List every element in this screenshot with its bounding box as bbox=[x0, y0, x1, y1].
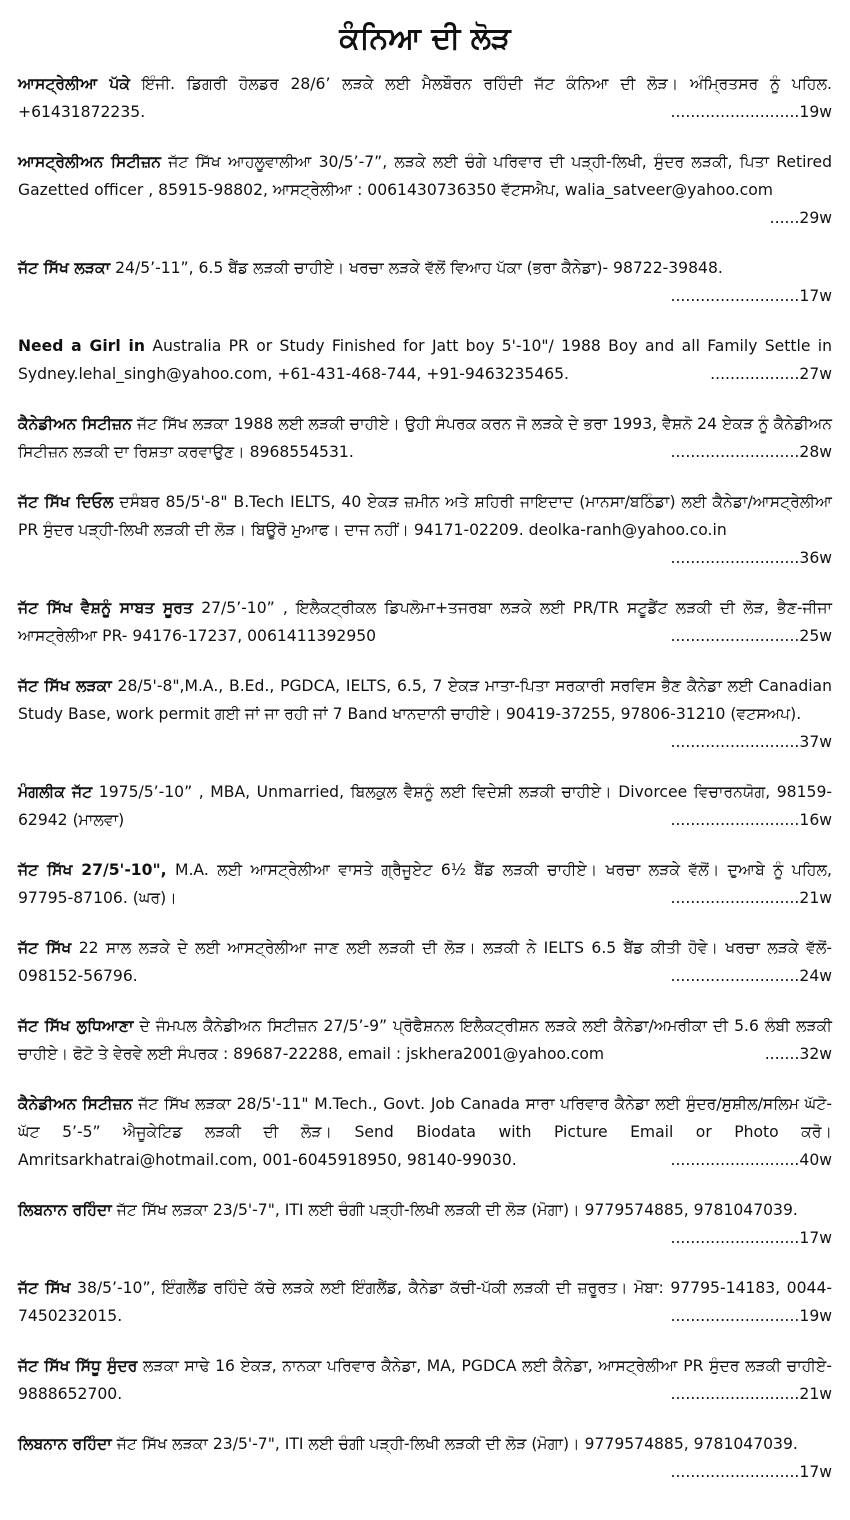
ad-lead-text: ਜੱਟ ਸਿੱਖ bbox=[18, 1279, 71, 1297]
ads-list bbox=[18, 70, 832, 1486]
classified-ad bbox=[18, 1274, 832, 1330]
classified-ad bbox=[18, 856, 832, 912]
ad-lead-text: ਜੱਟ ਸਿੱਖ ਦਿਓਲ bbox=[18, 493, 114, 511]
classified-ad bbox=[18, 70, 832, 126]
page-title: ਕੰਨਿਆ ਦੀ ਲੋੜ bbox=[339, 21, 511, 56]
classified-ad bbox=[18, 254, 832, 310]
ad-word-count: ..........................24w bbox=[661, 962, 832, 990]
classified-ad bbox=[18, 332, 832, 388]
ad-word-count: ..........................37w bbox=[661, 728, 832, 756]
ad-body-text: Australia PR or Study Finished for Jatt boy 5'-10"/ 1988 Boy and all Family Settle in Sydney.lehal_singh@yahoo.com, +61-431-468-744, +91-9463235465. bbox=[18, 337, 832, 383]
ad-body-text: 38/5’-10”, ਇੰਗਲੈਂਡ ਰਹਿੰਦੇ ਕੱਚੇ ਲੜਕੇ ਲਈ ਇੰਗਲੈਂਡ, ਕੈਨੇਡਾ ਕੱਚੀ-ਪੱਕੀ ਲੜਕੀ ਦੀ ਜ਼ਰੂਰਤ। ਮੋਬਾ: 97795-14183, 0044-7450232015. bbox=[18, 1279, 832, 1325]
ad-word-count: ..........................16w bbox=[661, 806, 832, 834]
ad-word-count: ..........................21w bbox=[661, 1380, 832, 1408]
ad-word-count: ..........................25w bbox=[661, 622, 832, 650]
ad-body-text: ਲੜਕਾ ਸਾਢੇ 16 ਏਕੜ, ਨਾਨਕਾ ਪਰਿਵਾਰ ਕੈਨੇਡਾ, MA, PGDCA ਲਈ ਕੈਨੇਡਾ, ਆਸਟ੍ਰੇਲੀਆ PR ਸੁੰਦਰ ਲੜਕੀ ਚਾਹੀਏ- 9888652700. bbox=[18, 1357, 832, 1403]
classified-ad bbox=[18, 148, 832, 232]
ad-word-count: ..........................17w bbox=[661, 1458, 832, 1486]
ad-word-count: ..........................17w bbox=[661, 282, 832, 310]
ad-lead-text: ਆਸਟ੍ਰੇਲੀਆ ਪੱਕੇ bbox=[18, 75, 131, 93]
ad-body-text: ਜੱਟ ਸਿੱਖ ਲੜਕਾ 23/5'-7", ITI ਲਈ ਚੰਗੀ ਪੜ੍ਹੀ-ਲਿਖੀ ਲੜਕੀ ਦੀ ਲੋੜ (ਮੋਗਾ)। 9779574885, 9781047039. bbox=[111, 1201, 798, 1219]
classified-ad bbox=[18, 1090, 832, 1174]
ad-lead-text: Need a Girl in bbox=[18, 337, 145, 355]
ad-lead-text: ਲਿਬਨਾਨ ਰਹਿੰਦਾ bbox=[18, 1435, 112, 1453]
ad-word-count: ..........................36w bbox=[661, 544, 832, 572]
ad-body-text: ਜੱਟ ਸਿੱਖ ਲੜਕਾ 1988 ਲਈ ਲੜਕੀ ਚਾਹੀਏ। ਉਹੀ ਸੰਪਰਕ ਕਰਨ ਜੋ ਲੜਕੇ ਦੇ ਭਰਾ 1993, ਵੈਸ਼ਨੋ 24 ਏਕੜ ਨੂੰ ਕੈਨੇਡੀਅਨ ਸਿਟੀਜ਼ਨ ਲੜਕੀ ਦਾ ਰਿਸ਼ਤਾ ਕਰਵਾਉਣ। 8968554531. bbox=[18, 415, 832, 461]
ad-word-count: ..........................21w bbox=[661, 884, 832, 912]
classified-ad bbox=[18, 672, 832, 756]
ad-lead-text: ਜੱਟ ਸਿੱਖ ਲੜਕਾ bbox=[18, 677, 112, 695]
ad-word-count: ..........................40w bbox=[661, 1146, 832, 1174]
classified-ad bbox=[18, 488, 832, 572]
classified-ad bbox=[18, 1352, 832, 1408]
ad-body-text: ਜੱਟ ਸਿੱਖ ਲੜਕਾ 28/5'-11" M.Tech., Govt. Job Canada ਸਾਰਾ ਪਰਿਵਾਰ ਕੈਨੇਡਾ ਲਈ ਸੁੰਦਰ/ਸੁਸ਼ੀਲ/ਸਲਿਮ ਘੱਟੋ-ਘੱਟ 5’-5” ਐਜੂਕੇਟਿਡ ਲੜਕੀ ਦੀ ਲੋੜ। Send Biodata with Picture Email or Photo ਕਰੋ। Amritsarkhatrai@hotmail.com, 001-6045918950, 98140-99030. bbox=[18, 1095, 832, 1169]
classified-ad bbox=[18, 1196, 832, 1252]
ad-body-text: 24/5’-11”, 6.5 ਬੈਂਡ ਲੜਕੀ ਚਾਹੀਏ। ਖਰਚਾ ਲੜਕੇ ਵੱਲੋਂ ਵਿਆਹ ਪੱਕਾ (ਭਰਾ ਕੈਨੇਡਾ)- 98722-39848. bbox=[110, 259, 723, 277]
ad-word-count: ..........................19w bbox=[661, 1302, 832, 1330]
ad-lead-text: ਜੱਟ ਸਿੱਖ ਵੈਸ਼ਨੂੰ ਸਾਬਤ ਸੂਰਤ bbox=[18, 599, 194, 617]
classified-ad bbox=[18, 594, 832, 650]
classified-ad bbox=[18, 1012, 832, 1068]
classified-ad bbox=[18, 1430, 832, 1486]
ad-body-text: 22 ਸਾਲ ਲੜਕੇ ਦੇ ਲਈ ਆਸਟ੍ਰੇਲੀਆ ਜਾਣ ਲਈ ਲੜਕੀ ਦੀ ਲੋੜ। ਲੜਕੀ ਨੇ IELTS 6.5 ਬੈਂਡ ਕੀਤੀ ਹੋਵੇ। ਖਰਚਾ ਲੜਕੇ ਵੱਲੋਂ- 098152-56796. bbox=[18, 939, 832, 985]
ad-word-count: ..........................19w bbox=[661, 98, 832, 126]
ad-body-text: ਦਸੰਬਰ 85/5'-8" B.Tech IELTS, 40 ਏਕੜ ਜ਼ਮੀਨ ਅਤੇ ਸ਼ਹਿਰੀ ਜਾਇਦਾਦ (ਮਾਨਸਾ/ਬਠਿੰਡਾ) ਲਈ ਕੈਨੇਡਾ/ਆਸਟ੍ਰੇਲੀਆ PR ਸੁੰਦਰ ਪੜ੍ਹੀ-ਲਿਖੀ ਲੜਕੀ ਦੀ ਲੋੜ। ਬਿਊਰੋ ਮੁਆਫ। ਦਾਜ ਨਹੀਂ। 94171-02209. deolka-ranh@yahoo.co.in bbox=[18, 493, 832, 539]
ad-lead-text: ਜੱਟ ਸਿੱਖ ਲੜਕਾ bbox=[18, 259, 111, 277]
ad-body-text: ਜੱਟ ਸਿੱਖ ਆਹਲੂਵਾਲੀਆ 30/5’-7”, ਲੜਕੇ ਲਈ ਚੰਗੇ ਪਰਿਵਾਰ ਦੀ ਪੜ੍ਹੀ-ਲਿਖੀ, ਸੁੰਦਰ ਲੜਕੀ, ਪਿਤਾ Retired Gazetted officer , 85915-98802, ਆਸਟ੍ਰੇਲੀਆ : 0061430736350 ਵੱਟਸਐਪ, walia_satveer@yahoo.com bbox=[18, 153, 832, 199]
ad-word-count: ......29w bbox=[760, 204, 832, 232]
ad-lead-text: ਜੱਟ ਸਿੱਖ bbox=[18, 939, 72, 957]
ad-word-count: ..........................28w bbox=[661, 438, 832, 466]
ad-body-text: ਦੇ ਜੰਮਪਲ ਕੈਨੇਡੀਅਨ ਸਿਟੀਜ਼ਨ 27/5’-9” ਪ੍ਰੋਫੈਸ਼ਨਲ ਇਲੈਕਟ੍ਰੀਸ਼ਨ ਲੜਕੇ ਲਈ ਕੈਨੇਡਾ/ਅਮਰੀਕਾ ਦੀ 5.6 ਲੰਬੀ ਲੜਕੀ ਚਾਹੀਏ। ਫੋਟੋ ਤੇ ਵੇਰਵੇ ਲਈ ਸੰਪਰਕ : 89687-22288, email : jskhera2001@yahoo.com bbox=[18, 1017, 832, 1063]
classified-ad bbox=[18, 934, 832, 990]
ad-body-text: ਜੱਟ ਸਿੱਖ ਲੜਕਾ 23/5'-7", ITI ਲਈ ਚੰਗੀ ਪੜ੍ਹੀ-ਲਿਖੀ ਲੜਕੀ ਦੀ ਲੋੜ (ਮੋਗਾ)। 9779574885, 9781047039. bbox=[111, 1435, 798, 1453]
ad-body-text: 27/5’-10” , ਇਲੈਕਟ੍ਰੀਕਲ ਡਿਪਲੋਮਾ+ਤਜਰਬਾ ਲੜਕੇ ਲਈ PR/TR ਸਟੂਡੈਂਟ ਲੜਕੀ ਦੀ ਲੋੜ, ਭੈਣ-ਜੀਜਾ ਆਸਟ੍ਰੇਲੀਆ PR- 94176-17237, 0061411392950 bbox=[18, 599, 832, 645]
classified-ad bbox=[18, 410, 832, 466]
classified-ad bbox=[18, 778, 832, 834]
ad-lead-text: ਜੱਟ ਸਿੱਖ ਲੁਧਿਆਣਾ bbox=[18, 1017, 134, 1035]
ad-body-text: 28/5'-8",M.A., B.Ed., PGDCA, IELTS, 6.5, 7 ਏਕੜ ਮਾਤਾ-ਪਿਤਾ ਸਰਕਾਰੀ ਸਰਵਿਸ ਭੈਣ ਕੈਨੇਡਾ ਲਈ Canadian Study Base, work permit ਗਈ ਜਾਂ ਜਾ ਰਹੀ ਜਾਂ 7 Band ਖਾਨਦਾਨੀ ਚਾਹੀਏ। 90419-37255, 97806-31210 (ਵਟਸਅਪ). bbox=[18, 677, 832, 723]
ad-body-text: M.A. ਲਈ ਆਸਟ੍ਰੇਲੀਆ ਵਾਸਤੇ ਗ੍ਰੈਜੂਏਟ 6½ ਬੈਂਡ ਲੜਕੀ ਚਾਹੀਏ। ਖਰਚਾ ਲੜਕੇ ਵੱਲੋਂ। ਦੁਆਬੇ ਨੂੰ ਪਹਿਲ, 97795-87106. (ਘਰ)। bbox=[18, 861, 833, 907]
ad-word-count: ..................27w bbox=[700, 360, 832, 388]
ad-word-count: .......32w bbox=[755, 1040, 832, 1068]
ad-body-text: ਇੰਜੀ. ਡਿਗਰੀ ਹੋਲਡਰ 28/6’ ਲੜਕੇ ਲਈ ਮੈਲਬੌਰਨ ਰਹਿੰਦੀ ਜੱਟ ਕੰਨਿਆ ਦੀ ਲੋੜ। ਅੰਮ੍ਰਿਤਸਰ ਨੂੰ ਪਹਿਲ. +61431872235. bbox=[18, 75, 832, 121]
ad-lead-text: ਕੈਨੇਡੀਅਨ ਸਿਟੀਜ਼ਨ bbox=[18, 1095, 133, 1113]
ad-lead-text: ਜੱਟ ਸਿੱਖ 27/5'-10", bbox=[18, 861, 167, 879]
ad-lead-text: ਜੱਟ ਸਿੱਖ ਸਿੱਧੂ ਸੁੰਦਰ bbox=[18, 1357, 138, 1375]
ad-word-count: ..........................17w bbox=[661, 1224, 832, 1252]
ad-lead-text: ਆਸਟ੍ਰੇਲੀਅਨ ਸਿਟੀਜ਼ਨ bbox=[18, 153, 162, 171]
ad-lead-text: ਮੰਗਲੀਕ ਜੱਟ bbox=[18, 783, 93, 801]
ad-lead-text: ਕੈਨੇਡੀਅਨ ਸਿਟੀਜ਼ਨ bbox=[18, 415, 132, 433]
ad-lead-text: ਲਿਬਨਾਨ ਰਹਿੰਦਾ bbox=[18, 1201, 112, 1219]
ad-body-text: 1975/5’-10” , MBA, Unmarried, ਬਿਲਕੁਲ ਵੈਸ਼ਨੂੰ ਲਈ ਵਿਦੇਸ਼ੀ ਲੜਕੀ ਚਾਹੀਏ। Divorcee ਵਿਚਾਰਨਯੋਗ, 98159-62942 (ਮਾਲਵਾ) bbox=[18, 783, 832, 829]
